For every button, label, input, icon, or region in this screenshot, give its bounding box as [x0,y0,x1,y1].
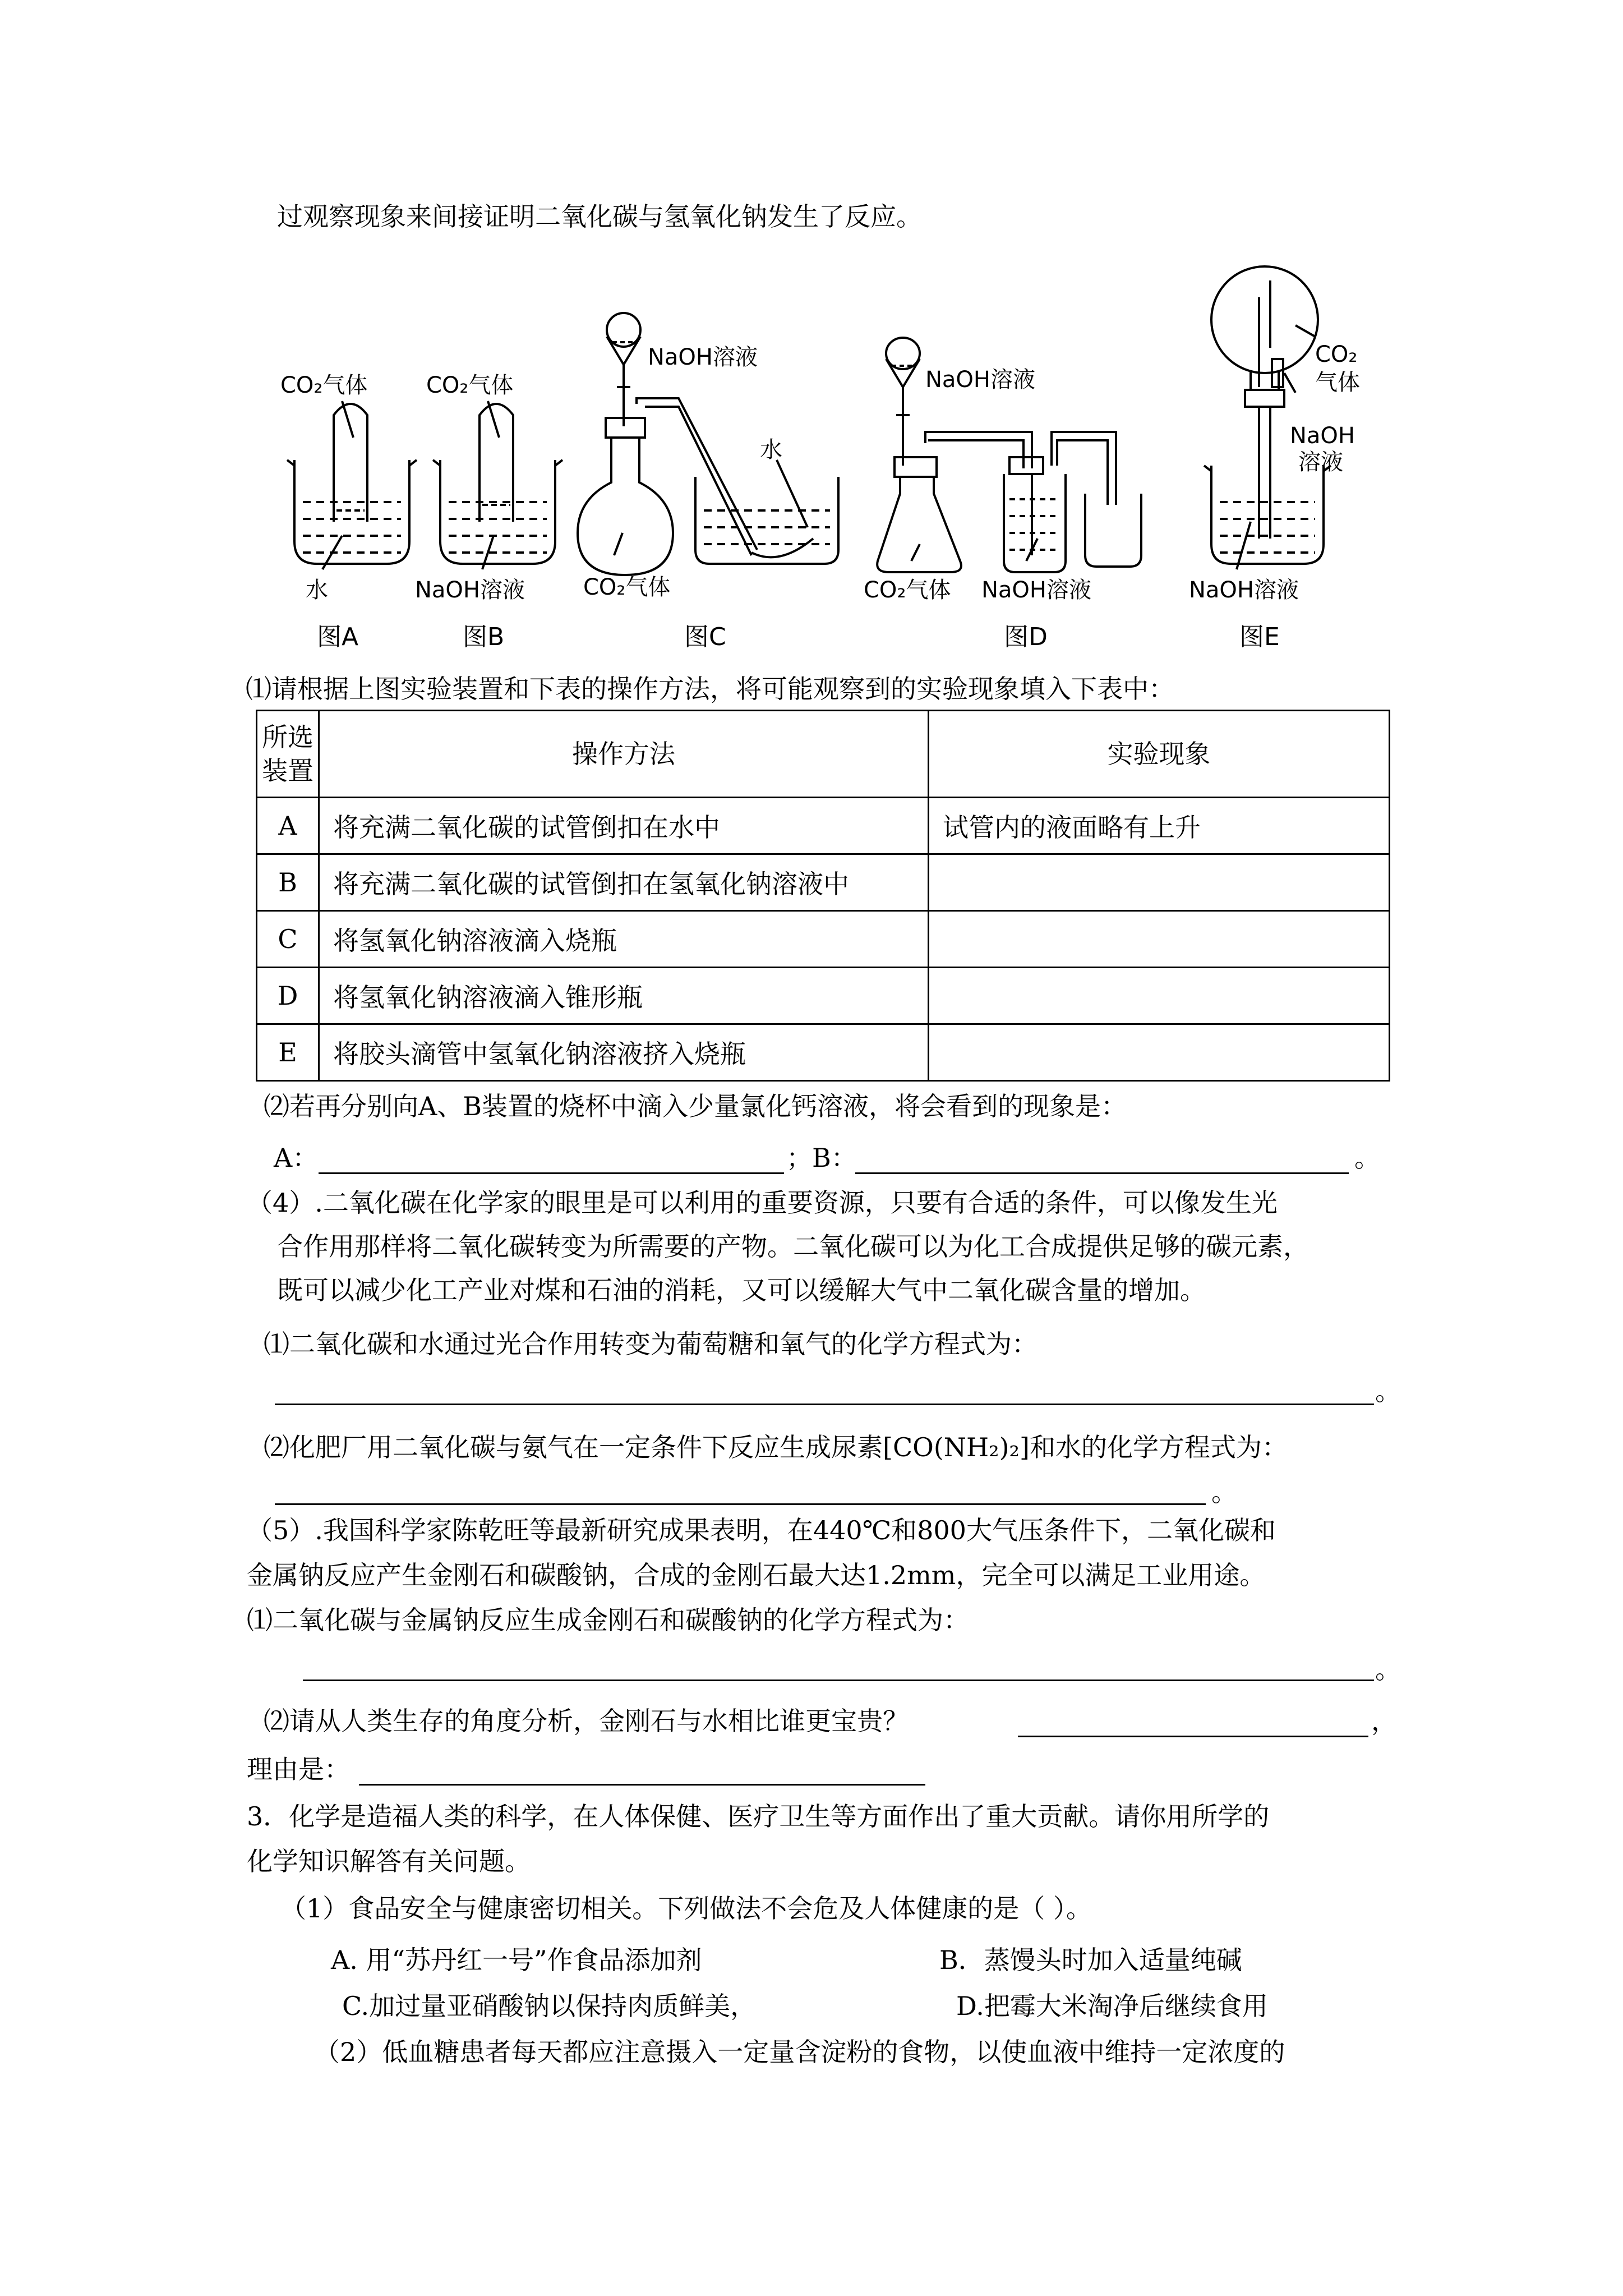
fig-a-gas-label: CO₂气体 [280,372,368,398]
fig-b-caption: 图B [463,623,505,651]
fig-c-naoh-label: NaOH溶液 [648,344,758,370]
fig-e-beaker-label: NaOH溶液 [1189,577,1299,603]
table-row [257,968,1390,1024]
header-phenomenon: 实验现象 [929,711,1390,798]
table-row [257,854,1390,911]
s4-q2-end: 。 [1211,1477,1237,1507]
table-header-row [257,711,1390,798]
header-operation: 操作方法 [319,711,929,798]
figure-e-apparatus [1204,266,1331,569]
fig-c-gas-label: CO₂气体 [583,574,671,600]
q2-end: 。 [1354,1143,1380,1173]
s3-q2: （2）低血糖患者每天都应注意摄入一定量含淀粉的食物，以使血液中维持一定浓度的 [314,2037,1285,2067]
s5-q2-blank[interactable] [1018,1736,1368,1737]
s4-q1-blank[interactable] [275,1404,1374,1405]
s4-line2: 合作用那样将二氧化碳转变为所需要的产物。二氧化碳可以为化工合成提供足够的碳元素， [277,1231,1309,1262]
s3-option-c: C.加过量亚硝酸钠以保持肉质鲜美， [342,1991,757,2021]
s3-line1: 3．化学是造福人类的科学，在人体保健、医疗卫生等方面作出了重大贡献。请你用所学的 [247,1801,1270,1832]
header-device: 所选 装置 [257,711,319,798]
fig-d-naoh-label: NaOH溶液 [925,367,1035,393]
s3-q1: （1）食品安全与健康密切相关。下列做法不会危及人体健康的是（ ）。 [280,1893,1092,1924]
s3-line2: 化学知识解答有关问题。 [247,1846,531,1876]
fig-a-water-label: 水 [306,577,328,603]
device-cell: E [257,1024,319,1081]
fig-b-solution-label: NaOH溶液 [415,577,525,603]
figure-b-beaker [433,401,562,569]
s3-option-d: D.把霉大米淘净后继续食用 [956,1991,1268,2021]
fig-d-caption: 图D [1004,623,1048,651]
q2-answer-b-blank[interactable] [855,1172,1349,1174]
phenomenon-cell[interactable] [929,968,1390,1024]
apparatus-figure [0,0,1623,673]
table-row [257,911,1390,968]
q2-sep: ；B： [786,1143,857,1173]
operation-cell: 将充满二氧化碳的试管倒扣在氢氧化钠溶液中 [319,854,929,911]
fig-e-co2-label: CO₂ [1315,342,1358,367]
s5-line2: 金属钠反应产生金刚石和碳酸钠，合成的金刚石最大达1.2mm，完全可以满足工业用途。 [247,1560,1266,1590]
phenomenon-cell[interactable] [929,854,1390,911]
s5-q1-end: 。 [1375,1654,1401,1685]
fig-c-water-label: 水 [760,437,782,463]
fig-e-naoh-label: NaOH [1290,423,1355,449]
fig-e-gas-label: 气体 [1315,370,1360,395]
device-cell: C [257,911,319,968]
s4-q1: ⑴二氧化碳和水通过光合作用转变为葡萄糖和氧气的化学方程式为： [264,1329,1038,1359]
operation-cell: 将氢氧化钠溶液滴入烧瓶 [319,911,929,968]
fig-e-caption: 图E [1239,623,1280,651]
device-cell: A [257,798,319,854]
s4-line3: 既可以减少化工产业对煤和石油的消耗，又可以缓解大气中二氧化碳含量的增加。 [277,1275,1206,1305]
operation-cell: 将充满二氧化碳的试管倒扣在水中 [319,798,929,854]
phenomenon-cell[interactable] [929,911,1390,968]
s4-q1-end: 。 [1375,1376,1401,1406]
table-row [257,1024,1390,1081]
device-cell: D [257,968,319,1024]
experiment-table [256,710,1390,1082]
s5-q1-blank[interactable] [303,1680,1374,1681]
fig-d-solution-label: NaOH溶液 [981,577,1091,603]
figure-a-beaker [287,401,417,569]
table-row [257,798,1390,854]
phenomenon-cell: 试管内的液面略有上升 [929,798,1390,854]
q2-label-a: A： [274,1143,319,1173]
fig-c-caption: 图C [684,623,726,651]
q2-text: ⑵若再分别向A、B装置的烧杯中滴入少量氯化钙溶液，将会看到的现象是： [264,1091,1127,1121]
q1-intro: ⑴请根据上图实验装置和下表的操作方法，将可能观察到的实验现象填入下表中： [246,674,1174,704]
s4-q2-blank[interactable] [275,1503,1206,1505]
s5-q1: ⑴二氧化碳与金属钠反应生成金刚石和碳酸钠的化学方程式为： [247,1605,969,1635]
device-cell: B [257,854,319,911]
fig-b-gas-label: CO₂气体 [426,372,514,398]
s4-line1: （4）.二氧化碳在化学家的眼里是可以利用的重要资源，只要有合适的条件，可以像发生光 [247,1188,1278,1218]
fig-d-gas-label: CO₂气体 [864,577,951,603]
s5-reason-blank[interactable] [359,1784,925,1786]
s3-option-a: A. 用“苏丹红一号”作食品添加剂 [331,1945,702,1975]
fig-e-solution-label: 溶液 [1298,449,1343,475]
s3-option-b: B．蒸馒头时加入适量纯碱 [939,1945,1242,1975]
q2-answer-a-blank[interactable] [319,1172,784,1174]
operation-cell: 将胶头滴管中氢氧化钠溶液挤入烧瓶 [319,1024,929,1081]
s4-q2: ⑵化肥厂用二氧化碳与氨气在一定条件下反应生成尿素[CO(NH₂)₂]和水的化学方程式为： [264,1432,1288,1462]
phenomenon-cell[interactable] [929,1024,1390,1081]
s5-reason-label: 理由是： [247,1754,350,1784]
fig-a-caption: 图A [317,623,359,651]
s5-q2: ⑵请从人类生存的角度分析，金刚石与水相比谁更宝贵？ [264,1706,909,1736]
operation-cell: 将氢氧化钠溶液滴入锥形瓶 [319,968,929,1024]
s5-q2-comma: ， [1371,1706,1397,1736]
intro-line: 过观察现象来间接证明二氧化碳与氢氧化钠发生了反应。 [277,201,922,232]
s5-line1: （5）.我国科学家陈乾旺等最新研究成果表明，在440℃和800大气压条件下，二氧化碳和 [247,1515,1276,1545]
